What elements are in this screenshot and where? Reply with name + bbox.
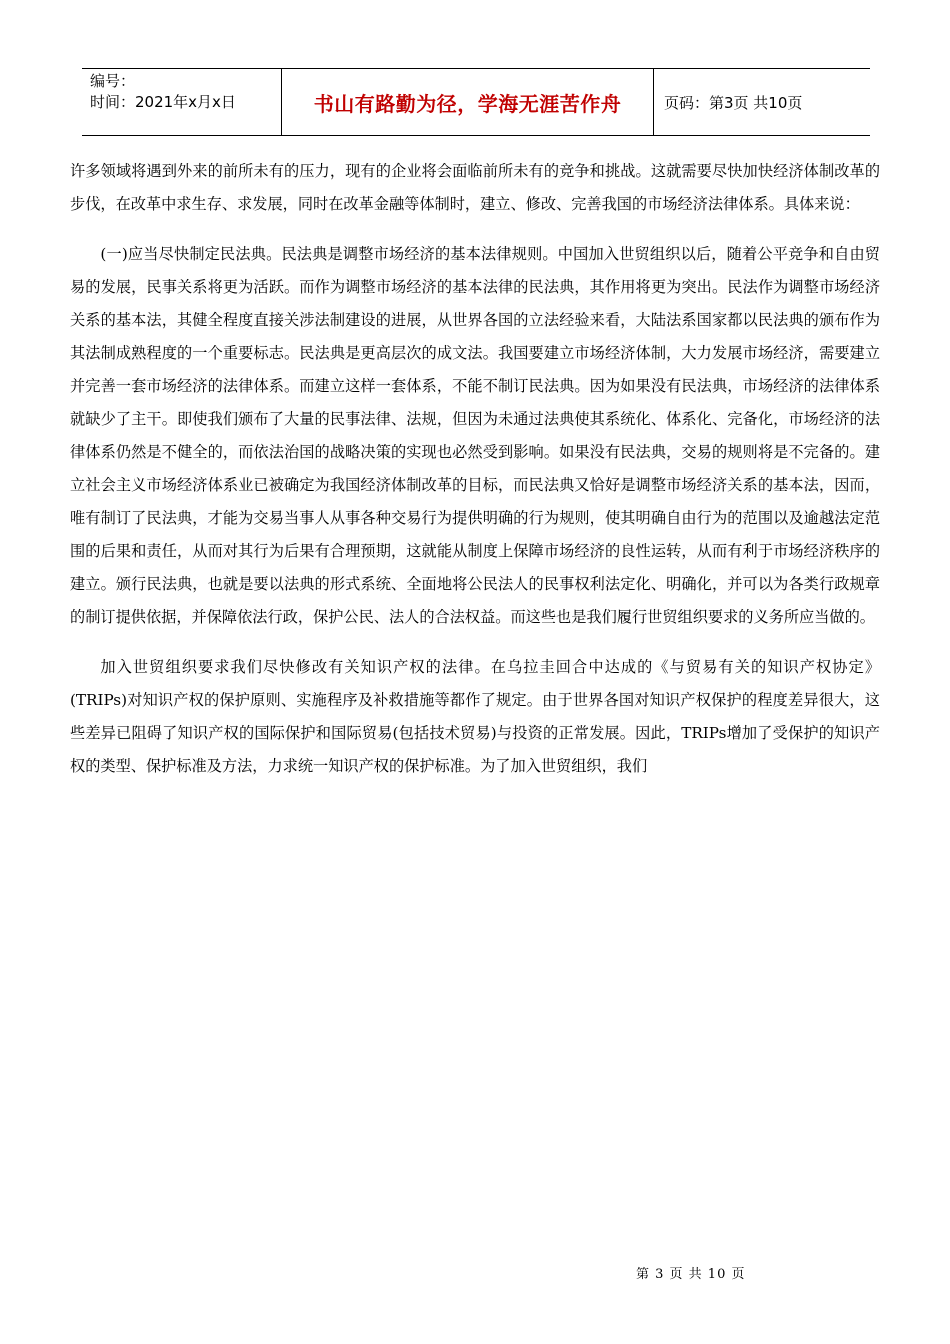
document-number-label: 编号：: [90, 72, 136, 90]
document-date: 时间：2021年x月x日: [90, 93, 236, 111]
header-motto: 书山有路勤为径，学海无涯苦作舟: [282, 69, 654, 135]
page-footer: 第 3 页 共 10 页: [636, 1267, 746, 1282]
paragraph-intellectual-property: 加入世贸组织要求我们尽快修改有关知识产权的法律。在乌拉圭回合中达成的《与贸易有关的知识产权协定》(TRIPs)对知识产权的保护原则、实施程序及补救措施等都作了规定。由于世界各国对知识产权保护的程度差异很大，这些差异已阻碍了知识产权的国际保护和国际贸易(包括技术贸易)与投资的正常发展。因此，TRIPs增加了受保护的知识产权的类型、保护标准及方法，力求统一知识产权的保护标准。为了加入世贸组织，我们: [70, 658, 880, 775]
header-page-info: 页码：第3页 共10页: [664, 93, 803, 112]
page-header: [82, 68, 870, 136]
header-meta: [82, 69, 282, 135]
paragraph-civil-code: (一)应当尽快制定民法典。民法典是调整市场经济的基本法律规则。中国加入世贸组织以后，随着公平竞争和自由贸易的发展，民事关系将更为活跃。而作为调整市场经济的基本法律的民法典，其作用将更为突出。民法作为调整市场经济关系的基本法，其健全程度直接关涉法制建设的进展，从世界各国的立法经验来看，大陆法系国家都以民法典的颁布作为其法制成熟程度的一个重要标志。民法典是更高层次的成文法。我国要建立市场经济体制，大力发展市场经济，需要建立并完善一套市场经济的法律体系。而建立这样一套体系，不能不制订民法典。因为如果没有民法典，市场经济的法律体系就缺少了主干。即使我们颁布了大量的民事法律、法规，但因为未通过法典使其系统化、体系化、完备化，市场经济的法律体系仍然是不健全的，而依法治国的战略决策的实现也必然受到影响。如果没有民法典，交易的规则将是不完备的。建立社会主义市场经济体系业已被确定为我国经济体制改革的目标，而民法典又恰好是调整市场经济关系的基本法，因而，唯有制订了民法典，才能为交易当事人从事各种交易行为提供明确的行为规则，使其明确自由行为的范围以及逾越法定范围的后果和责任，从而对其行为后果有合理预期，这就能从制度上保障市场经济的良性运转，从而有利于市场经济秩序的建立。颁行民法典，也就是要以法典的形式系统、全面地将公民法人的民事权利法定化、明确化，并可以为各类行政规章的制订提供依据，并保障依法行政，保护公民、法人的合法权益。而这些也是我们履行世贸组织要求的义务所应当做的。: [70, 245, 880, 626]
document-body: [70, 155, 880, 783]
paragraph-continuation: 许多领域将遇到外来的前所未有的压力，现有的企业将会面临前所未有的竞争和挑战。这就需要尽快加快经济体制改革的步伐，在改革中求生存、求发展，同时在改革金融等体制时，建立、修改、完善我国的市场经济法律体系。具体来说：: [70, 162, 880, 213]
